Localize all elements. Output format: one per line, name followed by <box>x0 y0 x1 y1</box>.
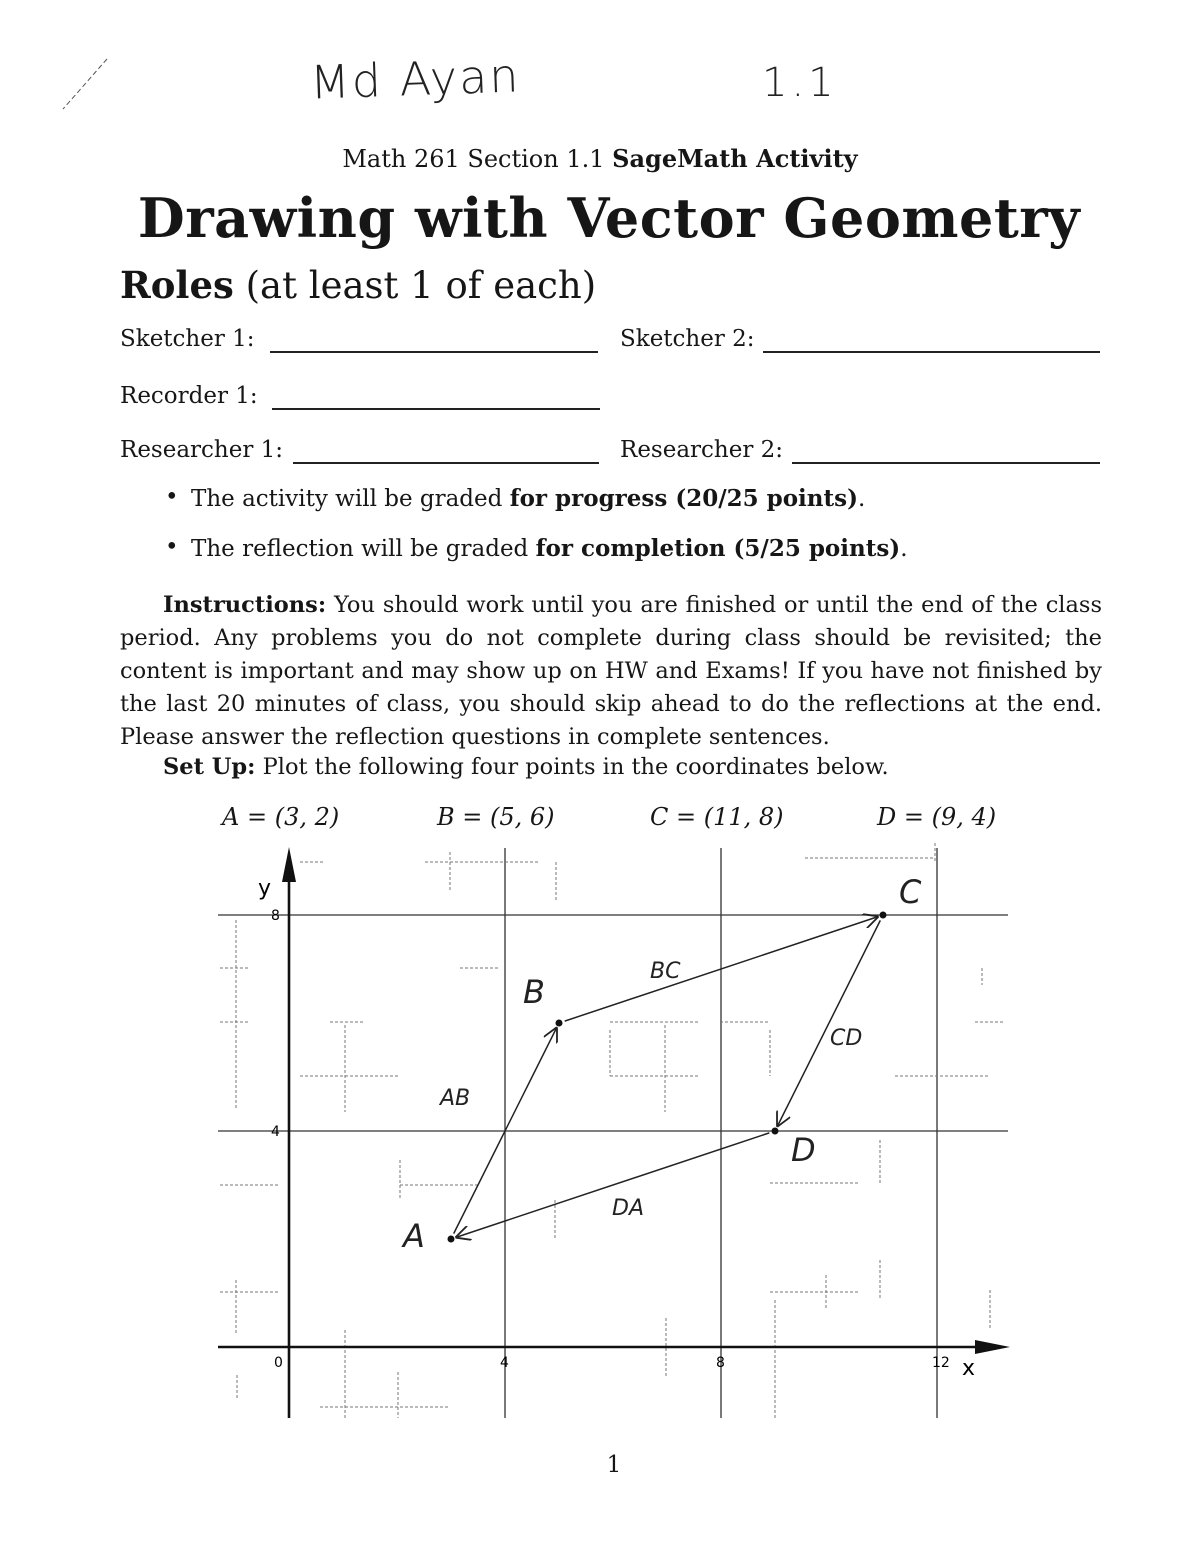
roles-note: (at least 1 of each) <box>245 264 597 307</box>
vector-da <box>457 1133 770 1237</box>
point-label-b: B <box>523 973 545 1011</box>
roles-label: Roles <box>120 263 234 307</box>
researcher1-label: Researcher 1: <box>120 437 284 463</box>
instructions-label: Instructions: <box>163 592 327 618</box>
point-label-d: D <box>791 1131 816 1169</box>
point-d <box>772 1128 779 1135</box>
point-b <box>556 1020 563 1027</box>
setup-label: Set Up: <box>163 754 256 780</box>
sketcher2-label: Sketcher 2: <box>620 326 755 352</box>
point-c-definition: C = (11, 8) <box>650 803 784 831</box>
grid-lines <box>218 848 1008 1418</box>
section-number-handwritten: 1.1 <box>762 60 838 106</box>
page-title: Drawing with Vector Geometry <box>137 186 1081 250</box>
vector-label-ab: AB <box>440 1086 471 1111</box>
handwritten-labels <box>401 873 922 1255</box>
page-number: 1 <box>606 1452 622 1478</box>
tick-labels <box>258 876 975 1381</box>
y-tick-label: 8 <box>271 908 280 924</box>
point-a-definition: A = (3, 2) <box>222 803 340 831</box>
point-b-definition: B = (5, 6) <box>437 803 555 831</box>
x-tick-label: 4 <box>500 1355 509 1371</box>
point-d-definition: D = (9, 4) <box>877 803 997 831</box>
vector-label-bc: BC <box>650 959 681 984</box>
point-c <box>880 912 887 919</box>
researcher2-label: Researcher 2: <box>620 437 784 463</box>
activity-type: SageMath Activity <box>612 144 858 173</box>
y-tick-label: 4 <box>271 1124 280 1140</box>
x-tick-label: 12 <box>932 1355 950 1371</box>
point-label-c: C <box>899 873 922 911</box>
course-name: Math 261 Section 1.1 <box>342 145 605 173</box>
x-tick-label: 8 <box>716 1355 725 1371</box>
setup-text: Plot the following four points in the coordinates below. <box>262 754 889 780</box>
point-a <box>448 1236 455 1243</box>
vector-label-da: DA <box>612 1196 644 1221</box>
grading-item: • The activity will be graded for progress (20/25 points). <box>163 485 908 512</box>
vector-label-cd: CD <box>830 1026 863 1051</box>
grading-item: • The reflection will be graded for completion (5/25 points). <box>163 535 908 562</box>
recorder1-label: Recorder 1: <box>120 383 258 409</box>
x-axis-arrow <box>975 1340 1010 1354</box>
sketcher1-label: Sketcher 1: <box>120 326 255 352</box>
y-axis-arrow <box>282 847 296 882</box>
y-axis-label: y <box>258 876 272 901</box>
x-tick-label: 0 <box>274 1355 283 1371</box>
vector-cd <box>778 920 881 1125</box>
instructions-text: You should work until you are finished or until the end of the class period. Any problems you do not complete during class should be revisited; the content is important and may show up on HW and Exams! If you have not finished by the last 20 minutes of class, you should skip ahead to do the reflections at the end. Please answer the reflection questions in complete sentences. <box>120 592 1102 750</box>
student-name-handwritten: Md Ayan <box>309 48 522 110</box>
point-label-a: A <box>403 1217 425 1255</box>
axes <box>218 847 1010 1418</box>
x-axis-label: x <box>962 1356 976 1381</box>
